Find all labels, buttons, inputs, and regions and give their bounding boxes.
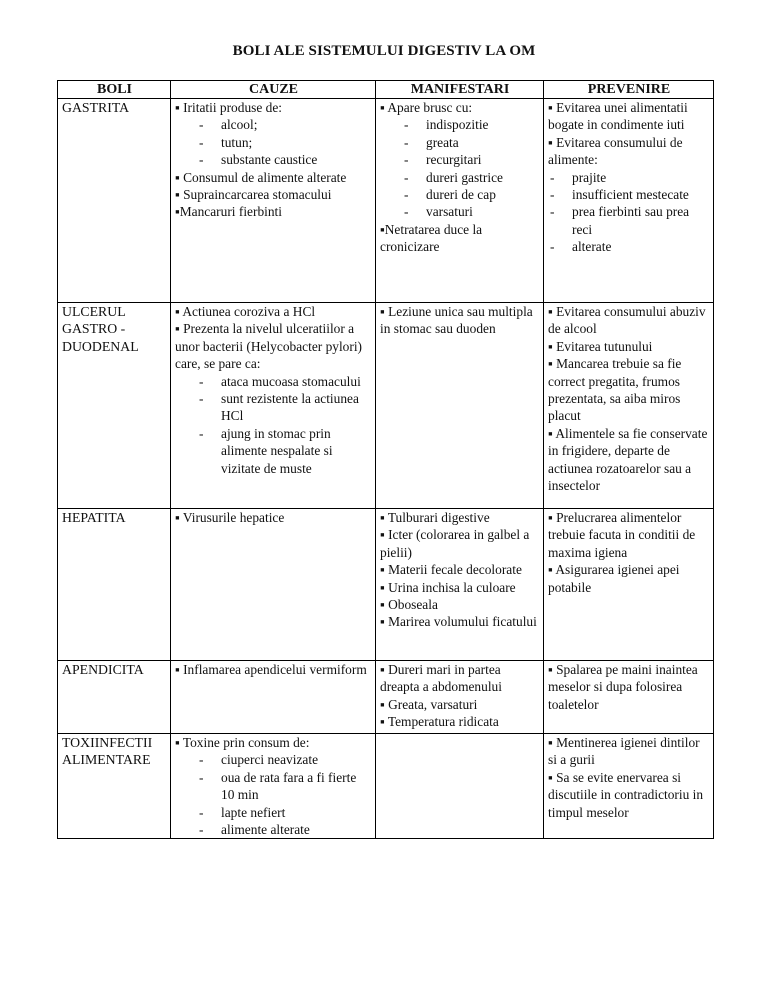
manifestari-cell xyxy=(376,509,544,661)
bullet-item: ▪ Dureri mari in partea dreapta a abdomenului xyxy=(380,662,502,695)
diseases-table xyxy=(57,80,714,839)
prevenire-cell xyxy=(544,734,714,839)
dash-subitem: - dureri de cap xyxy=(380,186,540,203)
bullet-item: ▪ Urina inchisa la culoare xyxy=(380,579,516,595)
bullet-item: ▪ Inflamarea apendicelui vermiform xyxy=(175,662,367,677)
disease-name-line: DUODENAL xyxy=(62,338,139,354)
dash-subitem: - lapte nefiert xyxy=(175,804,372,821)
dash-subitem: - ataca mucoasa stomacului xyxy=(175,373,372,390)
bullet-item: ▪ Materii fecale decolorate xyxy=(380,562,522,578)
dash-subitem: - alcool; xyxy=(175,116,372,133)
prevenire-cell xyxy=(544,661,714,734)
prevenire-cell xyxy=(544,99,714,303)
prevenire-cell xyxy=(544,303,714,509)
disease-name-line: GASTRITA xyxy=(62,100,130,115)
bullet-item: ▪ Supraincarcarea stomacului xyxy=(175,187,332,203)
disease-name-line: HEPATITA xyxy=(62,510,126,525)
disease-name-line: ALIMENTARE xyxy=(62,752,151,768)
header-manifestari: MANIFESTARI xyxy=(376,81,544,99)
bullet-item: ▪ Mancarea trebuie sa fie correct pregatita, frumos prezentata, sa aiba miros placut xyxy=(548,356,682,424)
disease-name-cell xyxy=(58,303,171,509)
bullet-item: ▪ Icter (colorarea in galbel a pielii) xyxy=(380,527,530,560)
dash-subitem: - dureri gastrice xyxy=(380,169,540,186)
disease-name-line: GASTRO - xyxy=(62,321,126,337)
dash-subitem: - oua de rata fara a fi fierte 10 min xyxy=(175,769,372,804)
disease-name-line: TOXIINFECTII xyxy=(62,735,153,750)
table-row xyxy=(58,734,714,839)
table-row xyxy=(58,509,714,661)
dash-subitem: - sunt rezistente la actiunea HCl xyxy=(175,390,372,425)
cauze-cell xyxy=(171,99,376,303)
bullet-item: ▪ Asigurarea igienei apei potabile xyxy=(548,562,680,595)
dash-subitem: - greata xyxy=(380,134,540,151)
dash-subitem: - insufficient mestecate xyxy=(548,186,710,203)
bullet-item: ▪ Mentinerea igienei dintilor si a gurii xyxy=(548,735,700,768)
header-boli: BOLI xyxy=(58,81,171,99)
table-body xyxy=(58,99,714,839)
dash-subitem: - alterate xyxy=(548,238,710,255)
dash-subitem: - prea fierbinti sau prea reci xyxy=(548,203,710,238)
bullet-item: ▪ Prelucrarea alimentelor trebuie facuta in conditii de maxima igiena xyxy=(548,510,696,560)
bullet-item: ▪ Oboseala xyxy=(380,597,438,613)
table-row xyxy=(58,99,714,303)
cauze-cell xyxy=(171,303,376,509)
dash-subitem: - alimente alterate xyxy=(175,821,372,838)
table-row xyxy=(58,661,714,734)
dash-subitem: - indispozitie xyxy=(380,116,540,133)
dash-subitem: - tutun; xyxy=(175,134,372,151)
manifestari-cell xyxy=(376,303,544,509)
dash-subitem: - ciuperci neavizate xyxy=(175,751,372,768)
bullet-item: ▪ Apare brusc cu: xyxy=(380,100,473,115)
bullet-item: ▪Mancaruri fierbinti xyxy=(175,204,282,220)
dash-subitem: - ajung in stomac prin alimente nespalate si vizitate de muste xyxy=(175,425,372,477)
disease-name-line: APENDICITA xyxy=(62,662,144,677)
bullet-item: ▪ Virusurile hepatice xyxy=(175,510,285,525)
prevenire-cell xyxy=(544,509,714,661)
dash-subitem: - recurgitari xyxy=(380,151,540,168)
manifestari-cell xyxy=(376,99,544,303)
cauze-cell xyxy=(171,734,376,839)
bullet-item: ▪ Alimentele sa fie conservate in frigidere, departe de actiunea rozatoarelor sau a insectelor xyxy=(548,425,708,494)
cauze-cell xyxy=(171,661,376,734)
bullet-item: ▪ Marirea volumului ficatului xyxy=(380,614,537,630)
dash-subitem: - prajite xyxy=(548,169,710,186)
dash-subitem: - varsaturi xyxy=(380,203,540,220)
bullet-item: ▪ Toxine prin consum de: xyxy=(175,735,310,750)
bullet-item: ▪ Evitarea consumului abuziv de alcool xyxy=(548,304,706,337)
bullet-item: ▪ Iritatii produse de: xyxy=(175,100,283,115)
bullet-item: ▪ Prezenta la nivelul ulceratiilor a unor bacterii (Helycobacter pylori) care, se pare ca: xyxy=(175,321,363,372)
cauze-cell xyxy=(171,509,376,661)
table-header-row xyxy=(58,81,714,99)
bullet-item: ▪ Leziune unica sau multipla in stomac sau duoden xyxy=(380,304,533,337)
manifestari-cell xyxy=(376,661,544,734)
bullet-item: ▪ Actiunea coroziva a HCl xyxy=(175,304,316,319)
disease-name-cell xyxy=(58,509,171,661)
bullet-item: ▪ Tulburari digestive xyxy=(380,510,490,525)
bullet-item: ▪ Evitarea consumului de alimente: xyxy=(548,134,683,168)
bullet-item: ▪ Spalarea pe maini inaintea meselor si dupa folosirea toaletelor xyxy=(548,662,698,712)
bullet-item: ▪ Evitarea tutunului xyxy=(548,338,653,354)
manifestari-cell xyxy=(376,734,544,839)
table-row xyxy=(58,303,714,509)
bullet-item: ▪ Sa se evite enervarea si discutiile in contradictoriu in timpul meselor xyxy=(548,769,704,820)
bullet-item: ▪ Evitarea unei alimentatii bogate in condimente iuti xyxy=(548,100,688,133)
disease-name-cell xyxy=(58,661,171,734)
header-cauze: CAUZE xyxy=(171,81,376,99)
document-title: BOLI ALE SISTEMULUI DIGESTIV LA OM xyxy=(232,43,536,59)
bullet-item: ▪ Greata, varsaturi xyxy=(380,696,478,712)
bullet-item: ▪ Consumul de alimente alterate xyxy=(175,169,347,185)
disease-name-line: ULCERUL xyxy=(62,304,126,319)
bullet-item: ▪Netratarea duce la cronicizare xyxy=(380,221,483,255)
disease-name-cell xyxy=(58,734,171,839)
header-prevenire: PREVENIRE xyxy=(544,81,714,99)
dash-subitem: - substante caustice xyxy=(175,151,372,168)
disease-name-cell xyxy=(58,99,171,303)
bullet-item: ▪ Temperatura ridicata xyxy=(380,714,499,730)
